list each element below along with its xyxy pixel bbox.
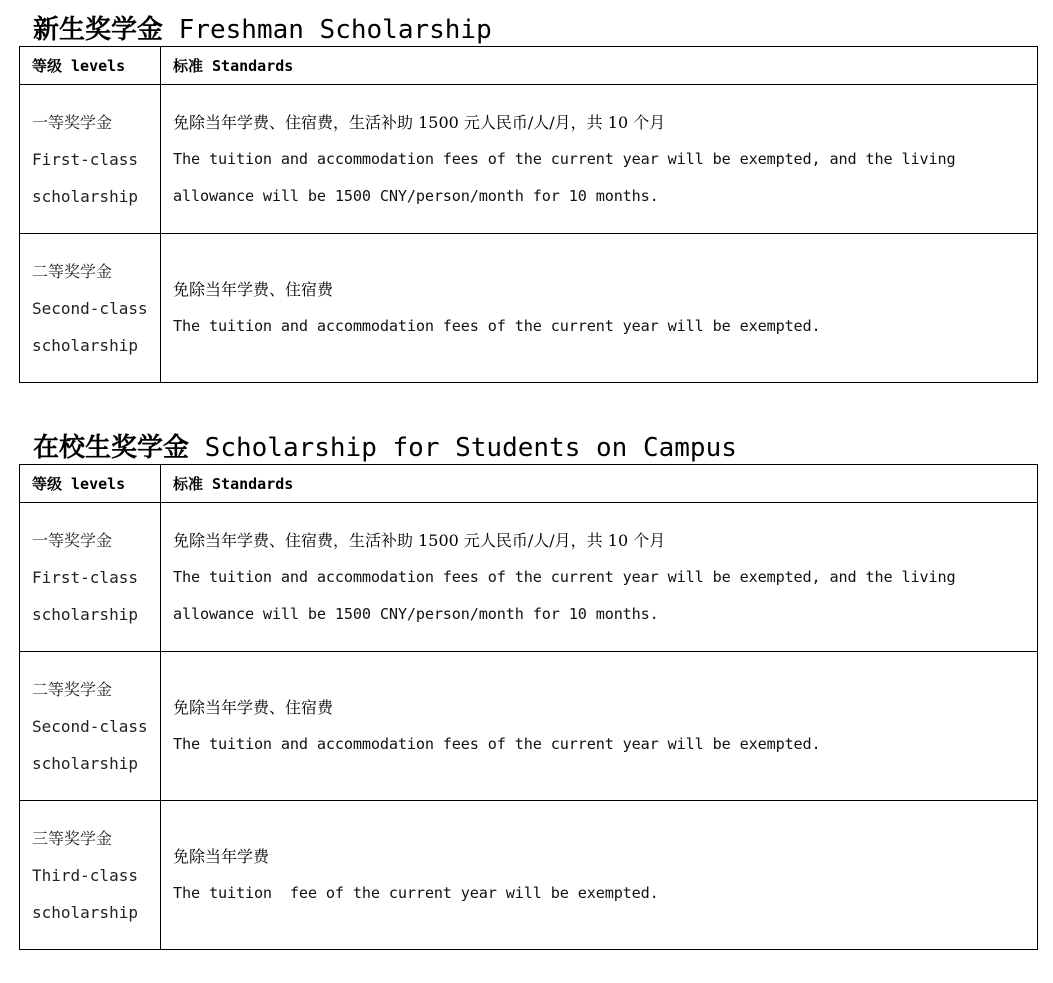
level-cn: 一等奖学金 xyxy=(32,530,113,550)
standard-cn: 免除当年学费、住宿费 xyxy=(173,280,334,299)
freshman-scholarship-table xyxy=(19,46,1038,383)
level-cell xyxy=(20,85,161,234)
level-cn: 三等奖学金 xyxy=(32,828,113,848)
standard-cell xyxy=(161,234,1038,383)
standard-cn: 免除当年学费 xyxy=(173,847,270,866)
campus-title-en: Scholarship for Students on Campus xyxy=(204,433,737,463)
freshman-title-cn: 新生奖学金 xyxy=(33,15,164,45)
campus-title-cn: 在校生奖学金 xyxy=(33,433,190,463)
level-cell xyxy=(20,652,161,801)
header-standard: 标准 Standards xyxy=(161,47,1038,85)
level-en: scholarship xyxy=(32,902,138,922)
standard-en: The tuition and accommodation fees of the current year will be exempted. xyxy=(173,735,821,753)
standard-en: The tuition and accommodation fees of the current year will be exempted, and the living xyxy=(173,567,956,586)
table-row xyxy=(20,801,1038,950)
level-cn: 一等奖学金 xyxy=(32,112,113,132)
table-row xyxy=(20,234,1038,383)
standard-cn: 免除当年学费、住宿费，生活补助 1500 元人民币/人/月，共 10 个月 xyxy=(173,112,666,132)
level-en: scholarship xyxy=(32,604,138,624)
level-en: scholarship xyxy=(32,753,138,773)
header-standard: 标准 Standards xyxy=(161,465,1038,503)
campus-scholarship-table xyxy=(19,464,1038,950)
standard-en: allowance will be 1500 CNY/person/month for 10 months. xyxy=(173,186,659,205)
standard-en: The tuition and accommodation fees of the current year will be exempted, and the living xyxy=(173,149,956,168)
table-row xyxy=(20,85,1038,234)
level-en: Third-class xyxy=(32,865,138,885)
level-cell xyxy=(20,801,161,950)
level-cn: 二等奖学金 xyxy=(32,261,113,281)
level-en: Second-class xyxy=(32,716,148,736)
freshman-section-title xyxy=(33,14,1037,46)
standard-cell xyxy=(161,652,1038,801)
campus-scholarship-section xyxy=(19,432,1037,950)
freshman-scholarship-section xyxy=(19,14,1037,383)
header-level: 等级 levels xyxy=(20,47,161,85)
level-cell xyxy=(20,234,161,383)
freshman-title-en: Freshman Scholarship xyxy=(178,15,492,45)
standard-en: allowance will be 1500 CNY/person/month for 10 months. xyxy=(173,604,659,623)
level-en: First-class xyxy=(32,149,138,169)
table-header-row xyxy=(20,47,1038,85)
standard-cn: 免除当年学费、住宿费，生活补助 1500 元人民币/人/月，共 10 个月 xyxy=(173,530,666,550)
table-row xyxy=(20,652,1038,801)
level-cell xyxy=(20,503,161,652)
standard-cell xyxy=(161,503,1038,652)
table-header-row xyxy=(20,465,1038,503)
level-en: Second-class xyxy=(32,298,148,318)
standard-cell xyxy=(161,85,1038,234)
table-row xyxy=(20,503,1038,652)
level-en: scholarship xyxy=(32,186,138,206)
campus-section-title xyxy=(33,432,1037,464)
level-en: scholarship xyxy=(32,335,138,355)
standard-cell xyxy=(161,801,1038,950)
level-en: First-class xyxy=(32,567,138,587)
header-level: 等级 levels xyxy=(20,465,161,503)
standard-en: The tuition fee of the current year will be exempted. xyxy=(173,884,659,902)
standard-cn: 免除当年学费、住宿费 xyxy=(173,698,334,717)
standard-en: The tuition and accommodation fees of the current year will be exempted. xyxy=(173,317,821,335)
level-cn: 二等奖学金 xyxy=(32,679,113,699)
